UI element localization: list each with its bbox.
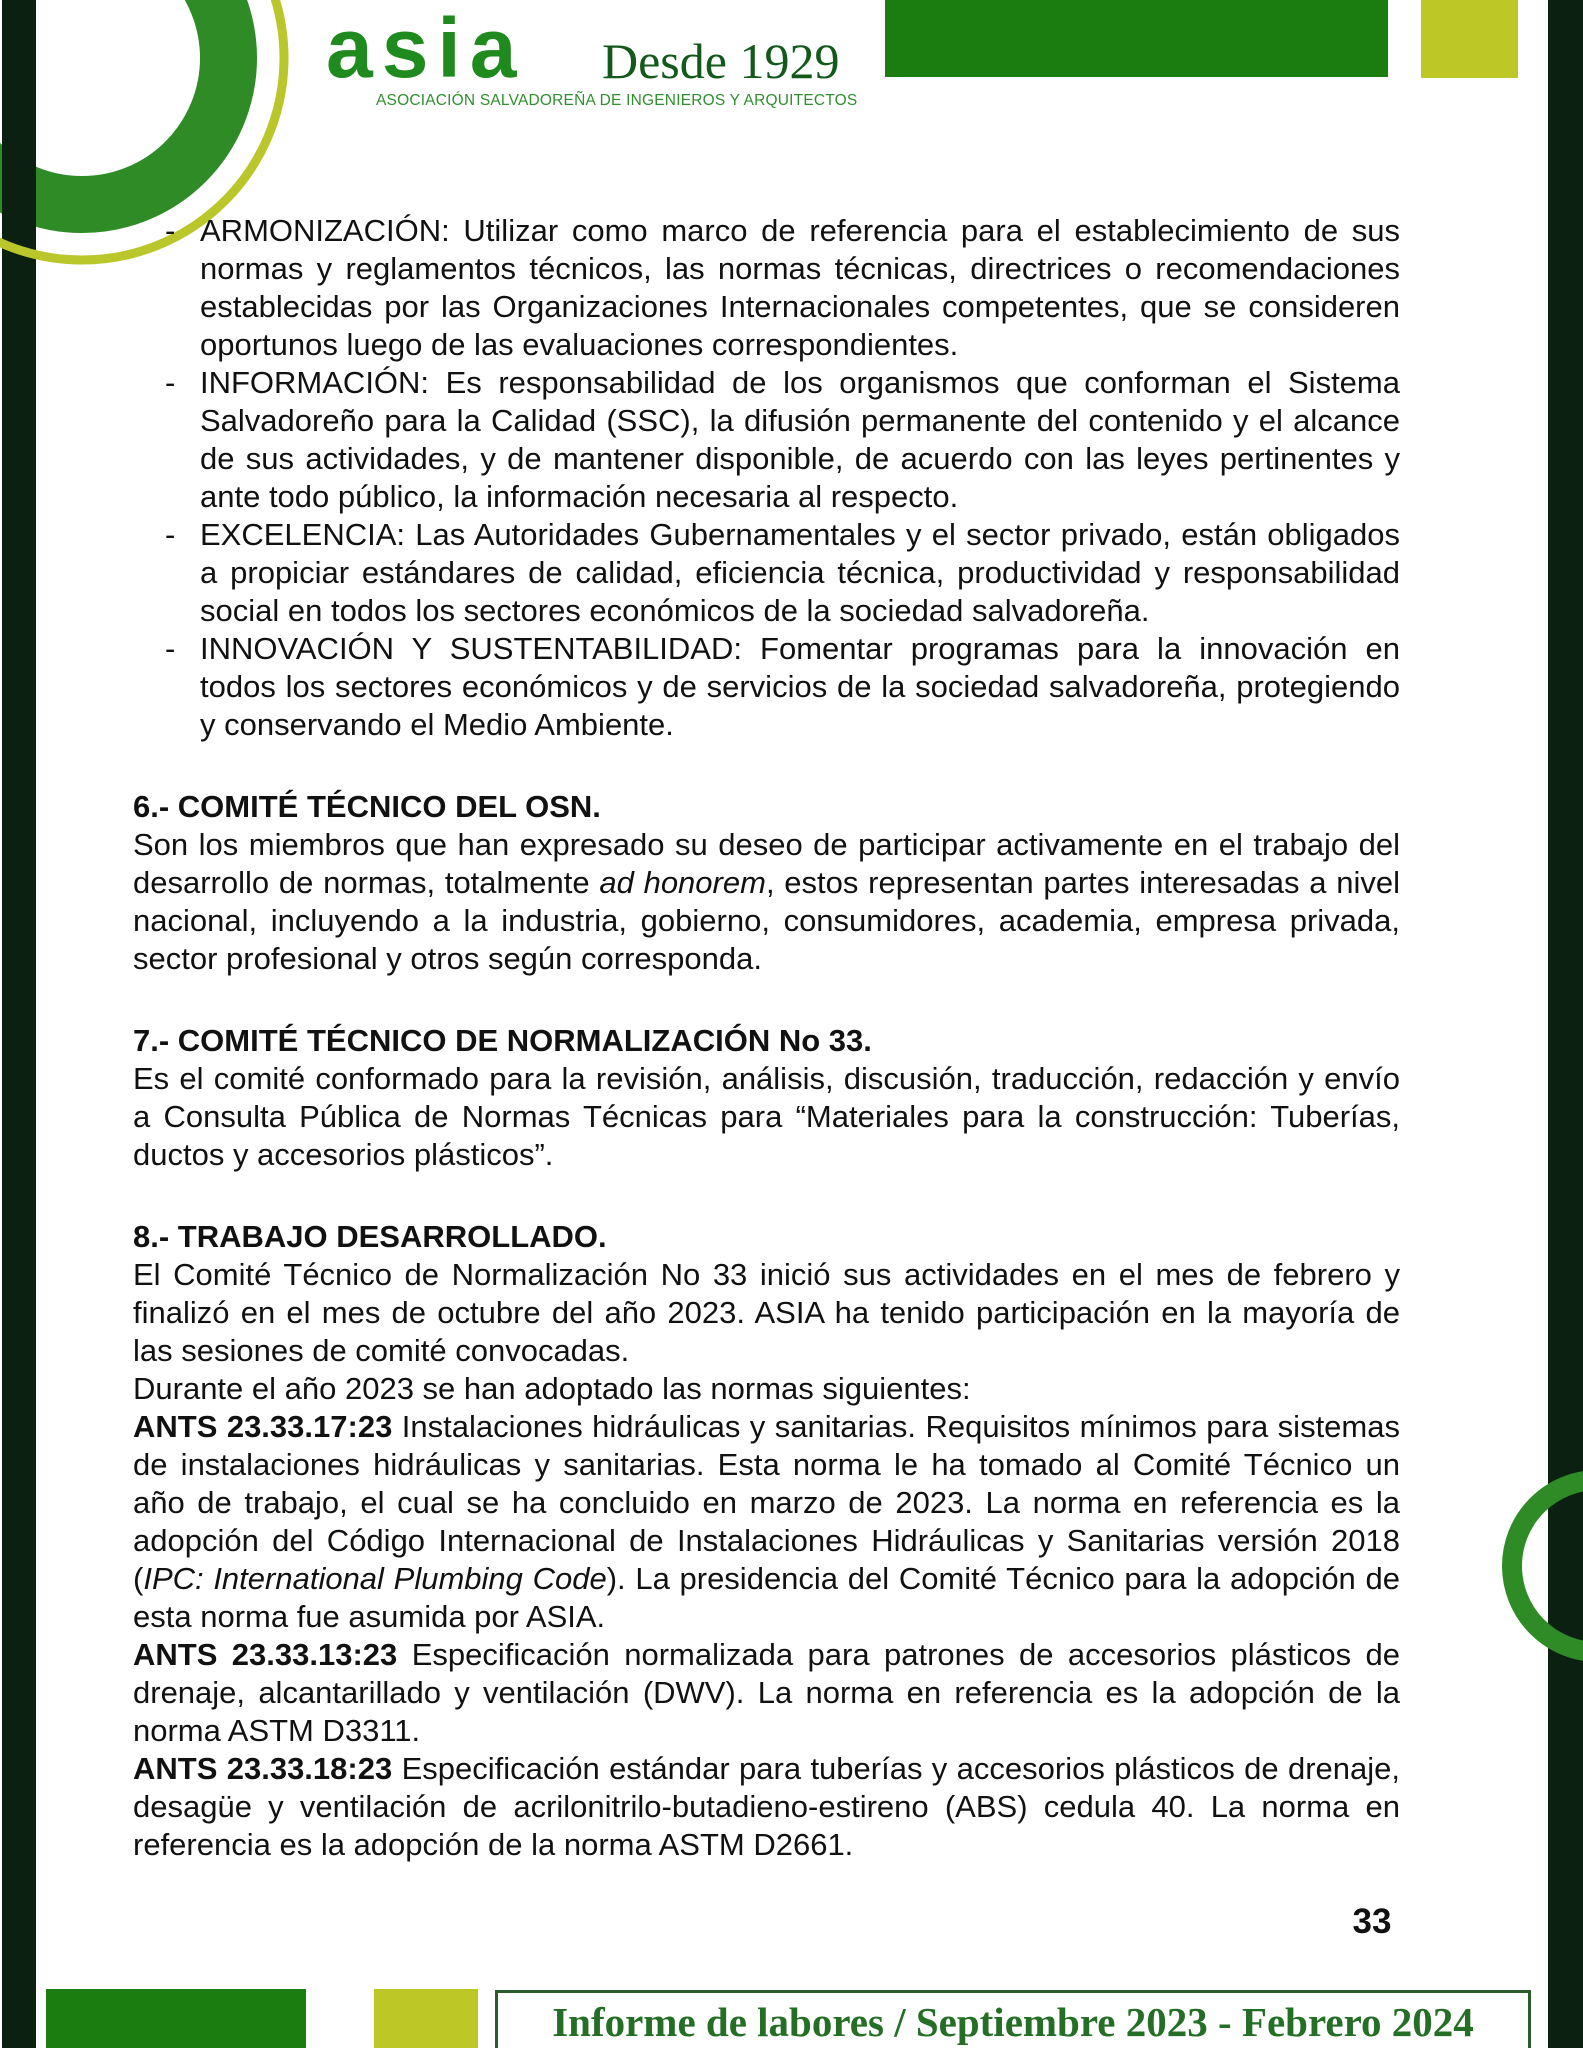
- left-vertical-bar: [2, 0, 36, 2048]
- text-run: Durante el año 2023 se han adoptado las normas siguientes:: [133, 1371, 971, 1406]
- bullet-item: [133, 516, 1400, 630]
- page-number: 33: [1352, 1902, 1392, 1941]
- bullet-text: ARMONIZACIÓN: Utilizar como marco de referencia para el establecimiento de sus normas y reglamentos técnicos, las normas técnicas, directrices o recomendaciones establecidas por las Organizaciones Internacionales competentes, que se consideren oportunos luego de las evaluaciones correspondientes.: [200, 213, 1400, 362]
- footer-banner-text: Informe de labores / Septiembre 2023 - Febrero 2024: [552, 1999, 1474, 2045]
- text-run: ANTS 23.33.18:23: [133, 1751, 393, 1786]
- bullet-dash: -: [165, 365, 176, 400]
- footer-green-block: [46, 1989, 306, 2048]
- section-paragraph: [133, 1636, 1400, 1750]
- bullet-item: [133, 364, 1400, 516]
- header-green-block: [885, 0, 1388, 77]
- section-paragraph: [133, 1060, 1400, 1174]
- text-run: ANTS 23.33.17:23: [133, 1409, 393, 1444]
- text-run: Instalaciones hidráulicas y sanitarias. Requisitos mínimos para sistemas de instalaciones hidráulicas y sanitarias. Esta norma le ha tomado al Comité Técnico un año de trabajo, el cual se ha concluido en marzo de 2023. La norma en referencia es la adopción del Código Internacional de Instalaciones Hidráulicas y Sanitarias versión 2018 (: [133, 1409, 1400, 1596]
- section-paragraph: [133, 1750, 1400, 1864]
- footer-yellow-block: [374, 1989, 478, 2048]
- text-run: Especificación estándar para tuberías y accesorios plásticos de drenaje, desagüe y ventilación de acrilonitrilo-butadieno-estireno (ABS) cedula 40. La norma en referencia es la adopción de la norma ASTM D2661.: [133, 1751, 1400, 1862]
- section-paragraph: [133, 1370, 1400, 1408]
- bullet-item: [133, 212, 1400, 364]
- text-run: Son los miembros que han expresado su deseo de participar activamente en el trabajo del desarrollo de normas, totalmente: [133, 827, 1400, 900]
- section-paragraph: [133, 1408, 1400, 1636]
- text-run: , estos representan partes interesadas a nivel nacional, incluyendo a la industria, gobierno, consumidores, academia, empresa privada, sector profesional y otros según corresponda.: [133, 865, 1400, 976]
- text-run: ). La presidencia del Comité Técnico para la adopción de esta norma fue asumida por ASIA.: [133, 1561, 1400, 1634]
- sections: [133, 788, 1400, 1864]
- footer-banner: [495, 1990, 1531, 2048]
- section-heading: 8.- TRABAJO DESARROLLADO.: [133, 1219, 607, 1254]
- header-yellow-block: [1421, 0, 1518, 78]
- text-run: IPC: International Plumbing Code: [143, 1561, 607, 1596]
- text-run: Es el comité conformado para la revisión, análisis, discusión, traducción, redacción y envío a Consulta Pública de Normas Técnicas para “Materiales para la construcción: Tuberías, ductos y accesorios plásticos”.: [133, 1061, 1400, 1172]
- text-run: Especificación normalizada para patrones de accesorios plásticos de drenaje, alcantarillado y ventilación (DWV). La norma en referencia es la adopción de la norma ASTM D3311.: [133, 1637, 1400, 1748]
- section-paragraph: [133, 1256, 1400, 1370]
- logo-subtitle: ASOCIACIÓN SALVADOREÑA DE INGENIEROS Y ARQUITECTOS: [376, 92, 858, 109]
- section-heading: 6.- COMITÉ TÉCNICO DEL OSN.: [133, 789, 601, 824]
- text-run: ANTS 23.33.13:23: [133, 1637, 398, 1672]
- document-body: [133, 212, 1400, 1864]
- bullet-item: [133, 630, 1400, 744]
- text-run: ad honorem: [599, 865, 766, 900]
- bullet-dash: -: [165, 517, 176, 552]
- bullet-text: EXCELENCIA: Las Autoridades Gubernamentales y el sector privado, están obligados a propiciar estándares de calidad, eficiencia técnica, productividad y responsabilidad social en todos los sectores económicos de la sociedad salvadoreña.: [200, 517, 1400, 628]
- bullet-dash: -: [165, 213, 176, 248]
- right-vertical-bar: [1548, 0, 1583, 2048]
- logo-since-text: Desde 1929: [602, 33, 840, 89]
- bullet-text: INNOVACIÓN Y SUSTENTABILIDAD: Fomentar programas para la innovación en todos los sectores económicos y de servicios de la sociedad salvadoreña, protegiendo y conservando el Medio Ambiente.: [200, 631, 1400, 742]
- bullet-list: [133, 212, 1400, 744]
- section-heading: 7.- COMITÉ TÉCNICO DE NORMALIZACIÓN No 33.: [133, 1023, 872, 1058]
- bullet-dash: -: [165, 631, 176, 666]
- section-paragraph: [133, 826, 1400, 978]
- text-run: El Comité Técnico de Normalización No 33 inició sus actividades en el mes de febrero y finalizó en el mes de octubre del año 2023. ASIA ha tenido participación en la mayoría de las sesiones de comité convocadas.: [133, 1257, 1400, 1368]
- bullet-text: INFORMACIÓN: Es responsabilidad de los organismos que conforman el Sistema Salvadoreño para la Calidad (SSC), la difusión permanente del contenido y el alcance de sus actividades, y de mantener disponible, de acuerdo con las leyes pertinentes y ante todo público, la información necesaria al respecto.: [200, 365, 1400, 514]
- logo-brand-text: asia: [326, 1, 526, 95]
